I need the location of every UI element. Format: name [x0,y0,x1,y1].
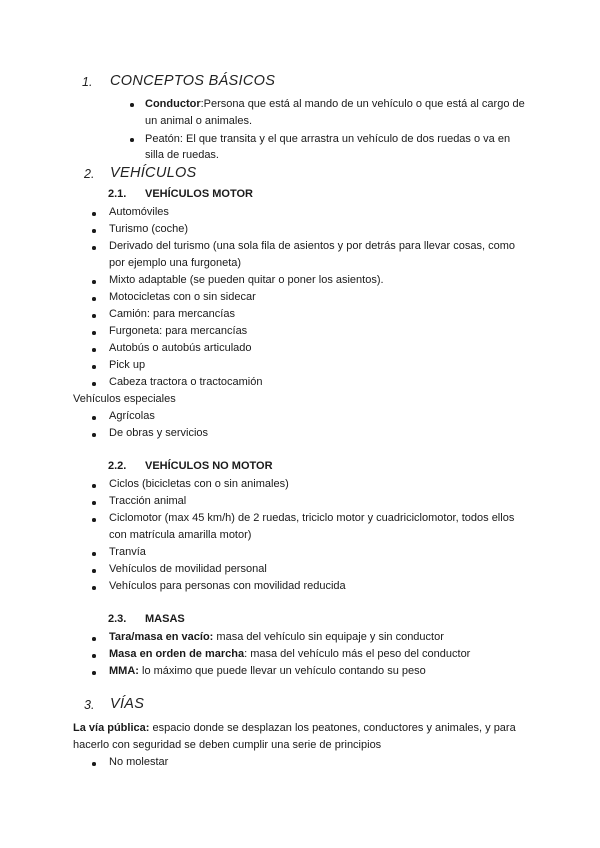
bullet [92,365,96,369]
bullet [92,637,96,641]
list-item: Conductor:Persona que está al mando de un vehículo o que está al cargo de [145,98,525,110]
bullet [130,103,134,107]
subsection-title: VEHÍCULOS NO MOTOR [145,460,273,472]
list-item: Cabeza tractora o tractocamión [109,376,263,388]
list-item: Pick up [109,359,146,371]
bullet [92,518,96,522]
bullet [92,569,96,573]
list-item-continuation: con matrícula amarilla motor) [109,529,252,541]
bullet [92,654,96,658]
group-label: Vehículos especiales [73,393,176,405]
bullet [92,331,96,335]
list-item-continuation: un animal o animales. [145,115,253,127]
list-item: Tracción animal [109,495,187,507]
bullet [92,671,96,675]
list-item: Mixto adaptable (se pueden quitar o poner los asientos). [109,274,384,286]
list-item: Peatón: El que transita y el que arrastra un vehículo de dos ruedas o va en [145,133,511,145]
bullet [92,314,96,318]
section-title: CONCEPTOS BÁSICOS [110,73,276,89]
bullet [92,416,96,420]
bullet [92,501,96,505]
list-item: Vehículos para personas con movilidad reducida [109,580,346,592]
bullet [130,138,134,142]
list-item-continuation: por ejemplo una furgoneta) [109,257,242,269]
bullet [92,552,96,556]
list-item: Camión: para mercancías [109,308,235,320]
list-item: Tranvía [109,546,146,558]
section-number: 1. [82,75,93,89]
list-item: MMA: lo máximo que puede llevar un vehículo contando su peso [109,665,426,677]
bullet [92,484,96,488]
list-item: Motocicletas con o sin sidecar [109,291,256,303]
subsection-title: MASAS [145,613,185,625]
bullet [92,433,96,437]
list-item: Tara/masa en vacío: masa del vehículo sin equipaje y sin conductor [109,631,444,643]
paragraph-line: La vía pública: espacio donde se desplazan los peatones, conductores y animales, y para [73,722,516,734]
subsection-number: 2.3. [108,613,127,625]
bullet [92,382,96,386]
subsection-number: 2.1. [108,188,127,200]
list-item: Ciclos (bicicletas con o sin animales) [109,478,289,490]
bullet [92,212,96,216]
list-item: Turismo (coche) [109,223,189,235]
section-title: VÍAS [110,696,145,712]
list-item: No molestar [109,756,169,768]
list-item: Automóviles [109,206,169,218]
list-item: Furgoneta: para mercancías [109,325,248,337]
list-item: Agrícolas [109,410,155,422]
paragraph-line: hacerlo con seguridad se deben cumplir una serie de principios [73,739,382,751]
section-title: VEHÍCULOS [110,165,197,181]
bullet [92,762,96,766]
list-item: Derivado del turismo (una sola fila de asientos y por detrás para llevar cosas, como [109,240,515,252]
subsection-number: 2.2. [108,460,127,472]
bullet [92,586,96,590]
bullet [92,229,96,233]
bullet [92,297,96,301]
list-item: Autobús o autobús articulado [109,342,252,354]
list-item: De obras y servicios [109,427,209,439]
list-item: Masa en orden de marcha: masa del vehículo más el peso del conductor [109,648,471,660]
subsection-title: VEHÍCULOS MOTOR [145,188,253,200]
list-item: Vehículos de movilidad personal [109,563,267,575]
bullet [92,348,96,352]
list-item-continuation: silla de ruedas. [145,149,219,161]
bullet [92,246,96,250]
section-number: 3. [84,698,95,712]
section-number: 2. [84,167,95,181]
list-item: Ciclomotor (max 45 km/h) de 2 ruedas, triciclo motor y cuadriciclomotor, todos ellos [109,512,515,524]
bullet [92,280,96,284]
